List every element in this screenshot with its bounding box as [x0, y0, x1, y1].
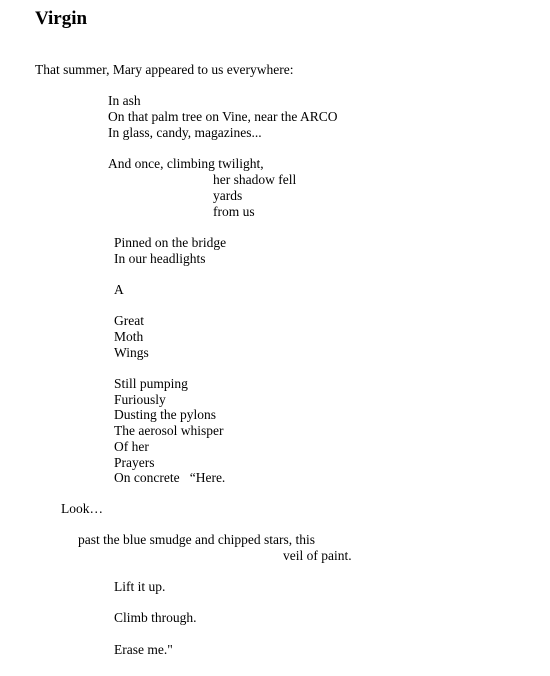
- poem-line: yards: [213, 188, 243, 203]
- poem-line: Look…: [61, 501, 103, 516]
- poem-line: In ash: [108, 93, 141, 108]
- poem-line: Great: [114, 313, 144, 328]
- poem-line: veil of paint.: [283, 548, 352, 563]
- poem-line: from us: [213, 204, 255, 219]
- poem-line: Dusting the pylons: [114, 407, 217, 422]
- poem-line: On concrete “Here.: [114, 470, 226, 485]
- poem-line: On that palm tree on Vine, near the ARCO: [108, 109, 338, 124]
- poem-line: Furiously: [114, 392, 166, 407]
- poem-line: Prayers: [114, 455, 155, 470]
- poem-line: Erase me.": [114, 642, 173, 657]
- poem-line: In our headlights: [114, 251, 206, 266]
- poem-line: Climb through.: [114, 610, 197, 625]
- poem-line: past the blue smudge and chipped stars, this: [78, 532, 315, 547]
- poem-line: her shadow fell: [213, 172, 297, 187]
- poem-line: A: [114, 282, 124, 297]
- poem-line: Wings: [114, 345, 149, 360]
- poem-line: The aerosol whisper: [114, 423, 224, 438]
- poem-line: In glass, candy, magazines...: [108, 125, 262, 140]
- poem-line: Pinned on the bridge: [114, 235, 227, 250]
- poem-line: And once, climbing twilight,: [108, 156, 264, 171]
- poem-line: Still pumping: [114, 376, 188, 391]
- poem-line: Moth: [114, 329, 144, 344]
- poem-line: That summer, Mary appeared to us everywhere:: [35, 62, 294, 77]
- poem-line: Of her: [114, 439, 149, 454]
- poem-line: Lift it up.: [114, 579, 166, 594]
- poem-title: Virgin: [35, 8, 88, 29]
